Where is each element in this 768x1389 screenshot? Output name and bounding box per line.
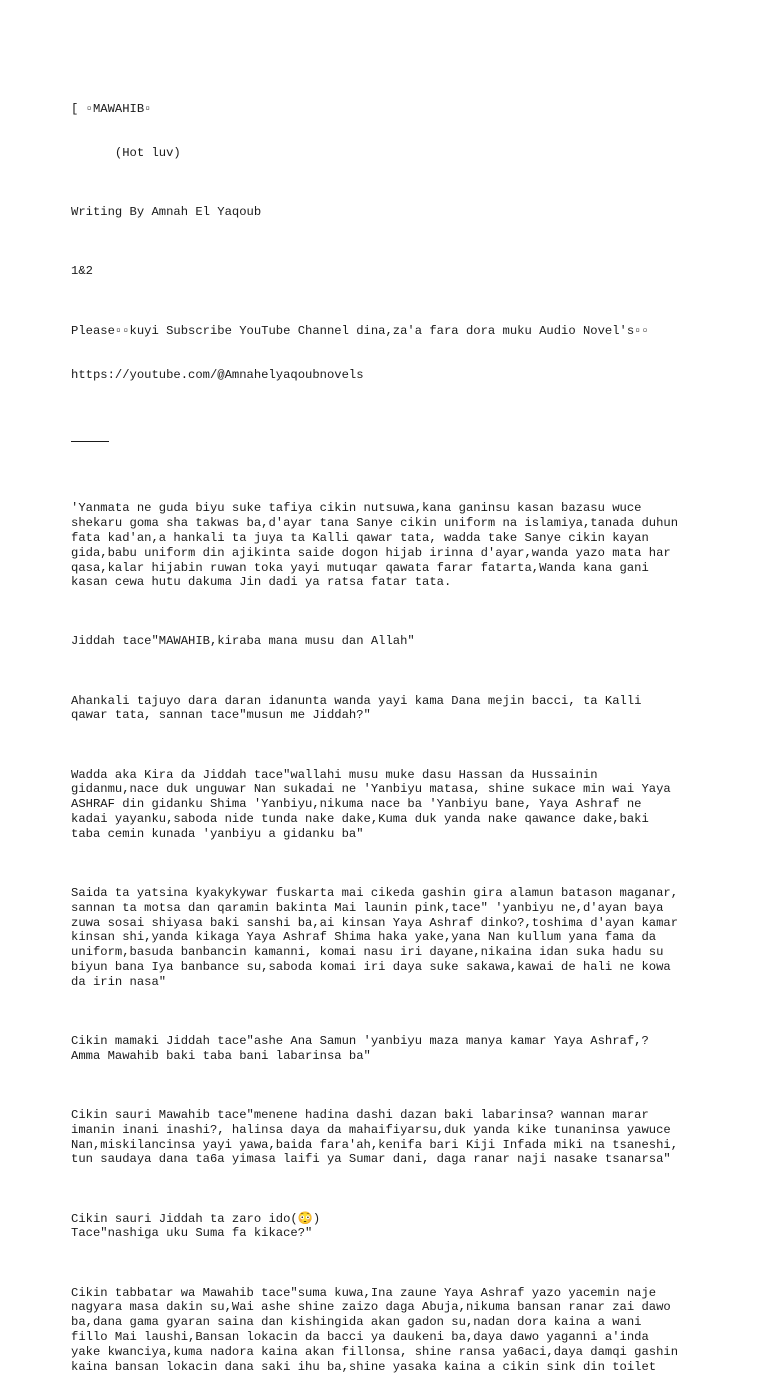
document-page bbox=[71, 72, 731, 1389]
chapter-label: 1&2 bbox=[71, 264, 93, 279]
paragraph: Ahankali tajuyo dara daran idanunta wanda yayi kama Dana mejin bacci, ta Kalli qawar tata, sannan tace"musun me Jiddah?" bbox=[71, 693, 642, 723]
author-line: Writing By Amnah El Yaqoub bbox=[71, 205, 262, 220]
document-subtitle: (Hot luv) bbox=[71, 145, 181, 160]
paragraph: Jiddah tace"MAWAHIB,kiraba mana musu dan Allah" bbox=[71, 634, 415, 649]
paragraph: Cikin sauri Mawahib tace"menene hadina dashi dazan baki labarinsa? wannan marar imanin inani inashi?, halinsa daya da mahaifiyarsu,duk yanda kike tunaninsa yawuce Nan,miskilancinsa yayi yawa,baida fara'ah,kenifa bari Kiji Infada miki na tsaneshi, tun saudaya dana ta6a yimasa laifi ya Sumar dani, daga ranar naji nasake tsanarsa" bbox=[71, 1107, 679, 1167]
paragraph: Wadda aka Kira da Jiddah tace"wallahi musu muke dasu Hassan da Hussainin gidanmu,nace duk unguwar Nan sukadai ne 'Yanbiyu matasa, shine sukace min wai Yaya ASHRAF din gidanku Shima 'Yanbiyu,nikuma nace ba 'Yanbiyu bane, Yaya Ashraf ne kadai yayanku,saboda nide tunda nake dake,Kuma duk yanda nake qawance dake,baki taba cemin kunada 'yanbiyu a gidanku ba" bbox=[71, 767, 671, 841]
section-divider bbox=[71, 441, 109, 442]
paragraph: Cikin tabbatar wa Mawahib tace"suma kuwa,Ina zaune Yaya Ashraf yazo yacemin naje nagyara masa dakin su,Wai ashe shine zaizo daga Abuja,nikuma bansan ranar zai dawo ba,dana gama gyaran saina dan kishingida akan gadon su,nadan dora kaina a wani fillo Mai laushi,Bansan lokacin da bacci ya daukeni ba,daya dawo yaganni a'inda yake kwanciya,kuma nadora kaina akan fillonsa, shine ransa ya6aci,daya damqi gashin kaina bansan lokacin dana saki ihu ba,shine yasaka kaina a cikin sink din toilet bbox=[71, 1285, 679, 1374]
promo-text: Please▫▫kuyi Subscribe YouTube Channel dina,za'a fara dora muku Audio Novel's▫▫ bbox=[71, 323, 649, 338]
paragraph: Cikin sauri Jiddah ta zaro ido(😳) Tace"nashiga uku Suma fa kikace?" bbox=[71, 1211, 321, 1241]
paragraph: Cikin mamaki Jiddah tace"ashe Ana Samun 'yanbiyu maza manya kamar Yaya Ashraf,? Amma Mawahib baki taba bani labarinsa ba" bbox=[71, 1034, 649, 1063]
document-title: [ ▫MAWAHIB▫ bbox=[71, 101, 152, 116]
youtube-link[interactable]: https://youtube.com/@Amnahelyaqoubnovels bbox=[71, 367, 364, 382]
paragraph: Saida ta yatsina kyakykywar fuskarta mai cikeda gashin gira alamun batason maganar, sannan ta motsa dan qaramin bakinta Mai launin pink,tace" 'yanbiyu ne,d'ayan baya zuwa sosai shiyasa baki sanshi ba,ai kinsan Yaya Ashraf dinko?,toshima d'ayan kamar kinsan shi,yanda kikaga Yaya Ashraf Shima haka yake,yana Nan kullum yana fama da uniform,basuda banbancin kamanni, komai nasu iri dayane,nikaina idan suka hadu su biyun bana Iya banbance su,saboda komai iri daya suke sakawa,kawai de hali ne kowa da irin nasa" bbox=[71, 886, 679, 989]
paragraph: 'Yanmata ne guda biyu suke tafiya cikin nutsuwa,kana ganinsu kasan bazasu wuce shekaru goma sha takwas ba,d'ayar tana Sanye cikin uniform na islamiya,tanada duhun fata kad'an,a hankali ta juya ta Kalli qawar tata, wadda take Sanye cikin kayan gida,babu uniform din ajikinta saide dogon hijab irinna d'ayar,wanda yazo mata har qasa,kalar hijabin ruwan toka yayi mutuqar qawata farar fatarta,Wanda kana gani kasan cewa hutu dakuma Jin dadi ya ratsa fatar tata. bbox=[71, 501, 679, 590]
